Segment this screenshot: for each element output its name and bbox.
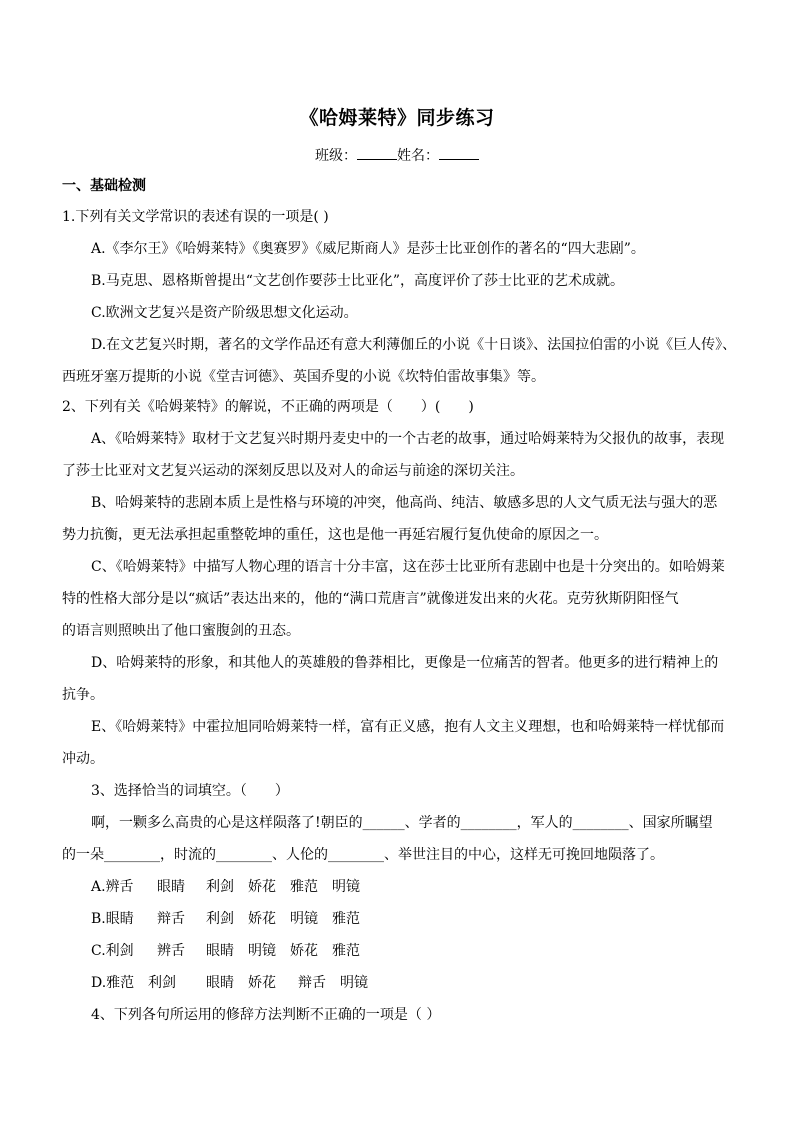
q3-option-b (91, 910, 360, 928)
option-word: 眼睛 (206, 943, 234, 959)
name-label: 姓名： (397, 148, 439, 164)
option-word: 明镜 (248, 943, 276, 959)
q2-option-c: C、《哈姆莱特》中描写人物心理的语言十分丰富，这在莎士比亚所有悲剧中也是十分突出的。如哈姆莱 (91, 559, 725, 575)
option-word: 利剑 (148, 975, 176, 991)
option-word: 娇花 (248, 911, 276, 927)
q2-option-c-cont2: 的语言则照映出了他口蜜腹剑的丑态。 (62, 623, 300, 639)
q2-option-b-cont: 势力抗衡，更无法承担起重整乾坤的重任，这也是他一再延宕履行复仇使命的原因之一。 (62, 527, 608, 543)
q1-option-c: C.欧洲文艺复兴是资产阶级思想文化运动。 (91, 305, 358, 321)
option-word: 明镜 (290, 911, 318, 927)
q1-option-b: B.马克思、恩格斯曾提出“文艺创作要莎士比亚化”，高度评价了莎士比亚的艺术成就。 (91, 273, 625, 289)
q1-stem: 1.下列有关文学常识的表述有误的一项是( ) (62, 209, 329, 225)
q3-option-c (91, 942, 360, 960)
q1-option-a: A.《李尔王》《哈姆莱特》《奥赛罗》《威尼斯商人》是莎士比亚创作的著名的“四大悲剧”。 (91, 241, 645, 257)
class-label: 班级： (315, 148, 357, 164)
option-word: 娇花 (248, 975, 276, 991)
option-word: 雅范 (332, 911, 360, 927)
option-word: 辩舌 (157, 911, 185, 927)
q2-option-a-cont: 了莎士比亚对文艺复兴运动的深刻反思以及对人的命运与前途的深切关注。 (62, 463, 524, 479)
option-word: C.利剑 (91, 943, 134, 959)
q1-option-d: D.在文艺复兴时期，著名的文学作品还有意大利薄伽丘的小说《十日谈》、法国拉伯雷的小说《巨人传》、 (91, 337, 737, 353)
q3-passage-cont: 的一朵________，时流的________、人伦的________、举世注目的中心，这样无可挽回地陨落了。 (62, 847, 664, 863)
option-word: 利剑 (206, 911, 234, 927)
q2-option-d-cont: 抗争。 (62, 687, 104, 703)
q2-option-a: A、《哈姆莱特》取材于文艺复兴时期丹麦史中的一个古老的故事，通过哈姆莱特为父报仇的故事，表现 (91, 431, 725, 447)
q2-option-c-cont: 特的性格大部分是以“疯话”表达出来的，他的“满口荒唐言”就像迸发出来的火花。克劳狄斯阴阳怪气 (62, 591, 679, 607)
option-word: 眼睛 (206, 975, 234, 991)
q2-option-b: B、哈姆莱特的悲剧本质上是性格与环境的冲突，他高尚、纯洁、敏感多思的人文气质无法与强大的恶 (91, 495, 718, 511)
option-word: 娇花 (290, 943, 318, 959)
option-word: 眼睛 (157, 879, 185, 895)
option-word: 辩舌 (298, 975, 326, 991)
q3-option-a (91, 878, 360, 896)
option-word: 利剑 (206, 879, 234, 895)
option-word: 辨舌 (157, 943, 185, 959)
q2-option-e-cont: 冲动。 (62, 751, 104, 767)
option-word: 明镜 (340, 975, 368, 991)
page-title: 《哈姆莱特》同步练习 (299, 107, 495, 129)
q3-option-d (91, 974, 368, 992)
option-word: D.雅范 (91, 975, 135, 991)
option-word: 雅范 (290, 879, 318, 895)
q2-stem: 2、下列有关《哈姆莱特》的解说，不正确的两项是（ ）( ) (62, 399, 474, 415)
option-word: B.眼睛 (91, 911, 134, 927)
q3-passage: 啊，一颗多么高贵的心是这样陨落了!朝臣的______、学者的________，军人的________、国家所瞩望 (91, 815, 713, 831)
option-word: 明镜 (332, 879, 360, 895)
option-word: A.辨舌 (91, 879, 134, 895)
q2-option-d: D、哈姆莱特的形象，和其他人的英雄般的鲁莽相比，更像是一位痛苦的智者。他更多的进行精神上的 (91, 655, 719, 671)
q4-stem: 4、下列各句所运用的修辞方法判断不正确的一项是（ ） (91, 1007, 441, 1023)
option-word: 娇花 (248, 879, 276, 895)
class-blank (357, 145, 397, 160)
section-heading: 一、基础检测 (62, 178, 146, 194)
class-name-line (0, 145, 794, 165)
q2-option-e: E、《哈姆莱特》中霍拉旭同哈姆莱特一样，富有正义感，抱有人文主义理想，也和哈姆莱特一样忧郁而 (91, 719, 725, 735)
q3-stem: 3、选择恰当的词填空。（ ） (91, 783, 289, 799)
q1-option-d-cont: 西班牙塞万提斯的小说《堂吉诃德》、英国乔叟的小说《坎特伯雷故事集》等。 (62, 369, 545, 385)
option-word: 雅范 (332, 943, 360, 959)
name-blank (439, 145, 479, 160)
